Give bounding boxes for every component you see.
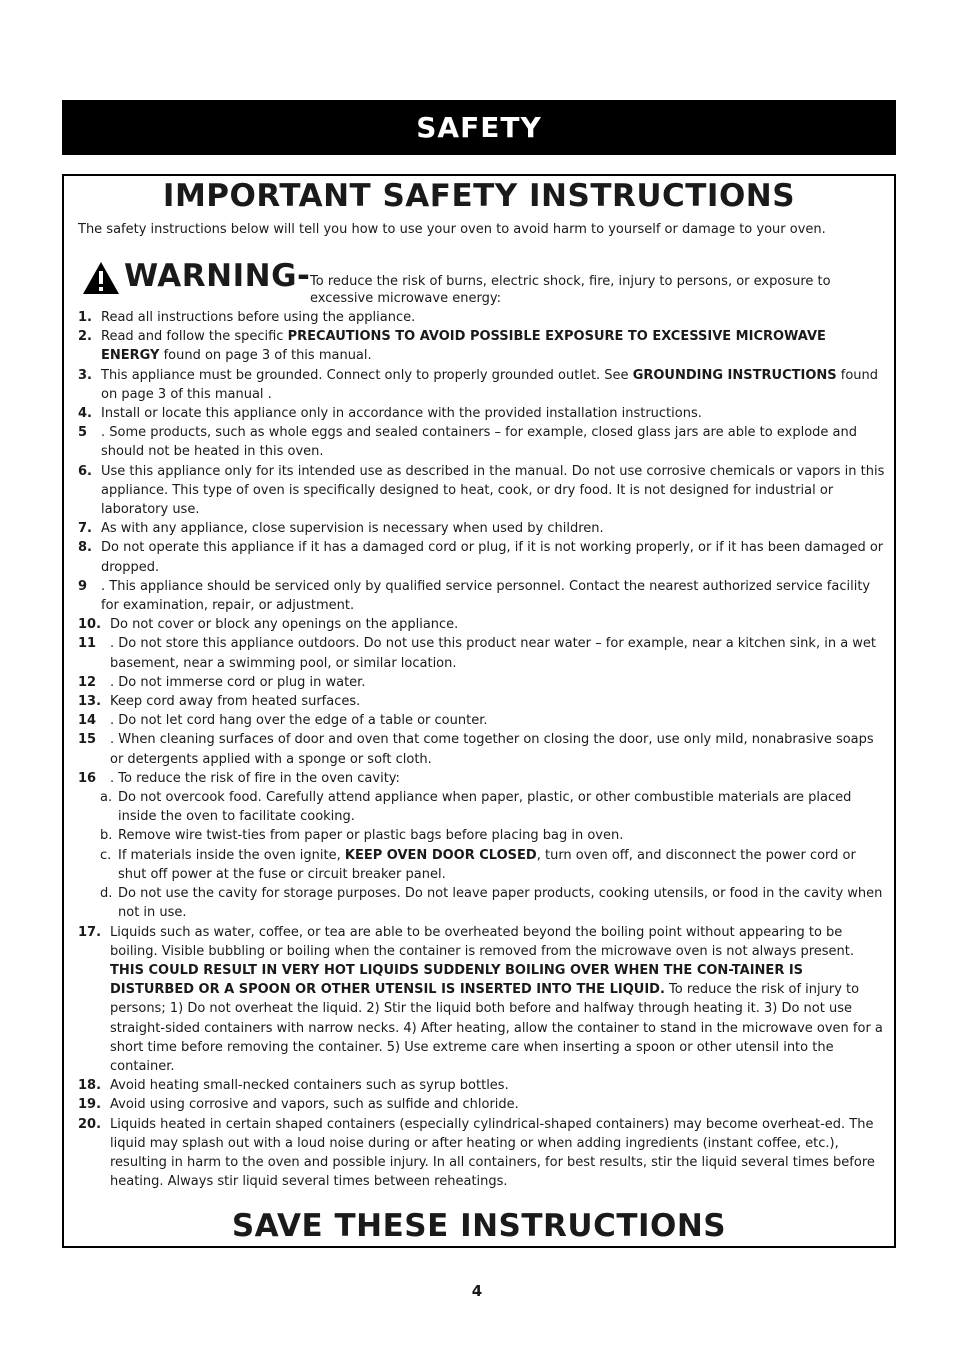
item-number: 8. (78, 540, 92, 556)
item-number: 12 (78, 674, 97, 690)
item-number: 5 (78, 425, 88, 441)
item-number: 7. (78, 521, 92, 537)
item-number: 18. (78, 1078, 102, 1094)
section-title: SAFETY (416, 111, 542, 144)
list-item (78, 366, 886, 404)
sub-list-item (78, 788, 886, 826)
item-number: 17. (78, 924, 102, 940)
item-number: 9 (78, 578, 88, 594)
warning-triangle-icon (82, 261, 120, 295)
item-text: Avoid using corrosive and vapors, such as sulfide and chloride. (110, 1097, 519, 1113)
list-item (78, 615, 886, 634)
item-text: Install or locate this appliance only in accordance with the provided installation instructions. (101, 406, 702, 422)
item-text: Liquids such as water, coffee, or tea are able to be overheated beyond the boiling point without appearing to be boiling. Visible bubbling or boiling when the container is removed from the microwave oven is not always present. THIS COULD RESULT IN VERY HOT LIQUIDS SUDDENLY BOILING OVER WHEN THE CON-TAINER IS DISTURBED OR A SPOON OR OTHER UTENSIL IS INSERTED INTO THE LIQUID. To reduce the risk of injury to persons; 1) Do not overheat the liquid. 2) Stir the liquid both before and halfway through heating it. 3) Do not use straight-sided containers with narrow necks. 4) After heating, allow the container to stand in the microwave oven for a short time before removing the container. 5) Use extreme care when inserting a spoon or other utensil into the container. (110, 924, 883, 1074)
page-title: IMPORTANT SAFETY INSTRUCTIONS (162, 178, 796, 214)
sub-item-label: a. (100, 790, 113, 806)
item-text: . Do not let cord hang over the edge of a table or counter. (110, 713, 488, 729)
list-item (78, 404, 886, 423)
item-number: 6. (78, 463, 92, 479)
item-text: . To reduce the risk of fire in the oven cavity: (110, 770, 400, 786)
sub-item-label: d. (100, 886, 113, 902)
warning-heading (124, 258, 310, 294)
section-header-bar (62, 100, 896, 155)
item-number: 2. (78, 329, 92, 345)
intro-paragraph: The safety instructions below will tell you how to use your oven to avoid harm to yourself or damage to your oven. (78, 222, 826, 237)
item-number: 4. (78, 406, 92, 422)
list-item (78, 423, 886, 461)
sub-list-item (78, 846, 886, 884)
item-text: As with any appliance, close supervision is necessary when used by children. (101, 521, 604, 537)
sub-item-text: If materials inside the oven ignite, KEEP OVEN DOOR CLOSED, turn oven off, and disconnect the power cord or shut off power at the fuse or circuit breaker panel. (118, 847, 856, 882)
item-text: Keep cord away from heated surfaces. (110, 694, 361, 710)
save-instructions-heading: SAVE THESE INSTRUCTIONS (231, 1208, 727, 1244)
item-number: 20. (78, 1116, 102, 1132)
item-number: 3. (78, 367, 92, 383)
list-item (78, 1076, 886, 1095)
list-item (78, 327, 886, 365)
item-text: . Do not immerse cord or plug in water. (110, 674, 366, 690)
item-number: 15 (78, 732, 97, 748)
list-item (78, 692, 886, 711)
item-number: 1. (78, 310, 92, 325)
list-item (78, 308, 886, 327)
item-text: Read all instructions before using the appliance. (101, 310, 416, 325)
list-item (78, 462, 886, 520)
instruction-list (78, 308, 886, 1191)
item-text: . Some products, such as whole eggs and sealed containers – for example, closed glass jars are able to explode and should not be heated in this oven. (101, 425, 857, 460)
list-item (78, 634, 886, 672)
page-number: 4 (471, 1282, 483, 1300)
sub-item-text: Remove wire twist-ties from paper or plastic bags before placing bag in oven. (118, 828, 624, 844)
warning-row (82, 259, 882, 307)
warning-word: WARNING (124, 258, 298, 294)
list-item (78, 1095, 886, 1114)
list-item (78, 769, 886, 788)
item-text: Read and follow the specific PRECAUTIONS TO AVOID POSSIBLE EXPOSURE TO EXCESSIVE MICROWAVE ENERGY found on page 3 of this manual. (101, 329, 826, 364)
list-item (78, 519, 886, 538)
warning-dash: - (297, 258, 311, 294)
item-text: Liquids heated in certain shaped containers (especially cylindrical-shaped containers) may become overheat-ed. The liquid may splash out with a loud noise during or after heating or when adding ingredients (instant coffee, etc.), resulting in harm to the oven and possible injury. In all containers, for best results, stir the liquid several times before heating. Always stir liquid several times between reheatings. (110, 1116, 875, 1190)
list-item (78, 711, 886, 730)
sub-item-label: c. (100, 847, 112, 863)
list-item (78, 923, 886, 1077)
list-item (78, 730, 886, 768)
item-number: 11 (78, 636, 97, 652)
item-number: 19. (78, 1097, 102, 1113)
item-text: Use this appliance only for its intended use as described in the manual. Do not use corrosive chemicals or vapors in this appliance. This type of oven is specifically designed to heat, cook, or dry food. It is not designed for industrial or laboratory use. (101, 463, 885, 518)
item-text: . This appliance should be serviced only by qualified service personnel. Contact the nearest authorized service facility for examination, repair, or adjustment. (101, 578, 871, 614)
sub-list-item (78, 884, 886, 922)
list-item (78, 538, 886, 576)
sub-item-label: b. (100, 828, 113, 844)
warning-text: To reduce the risk of burns, electric shock, fire, injury to persons, or exposure to excessive microwave energy: (310, 274, 831, 306)
item-number: 16 (78, 770, 97, 786)
item-text: . When cleaning surfaces of door and oven that come together on closing the door, use only mild, nonabrasive soaps or detergents applied with a sponge or soft cloth. (110, 732, 874, 767)
sub-list-item (78, 826, 886, 845)
safety-instructions-box (62, 174, 896, 1248)
item-text: . Do not store this appliance outdoors. Do not use this product near water – for example, near a kitchen sink, in a wet basement, near a swimming pool, or similar location. (110, 636, 877, 671)
list-item (78, 673, 886, 692)
list-item (78, 577, 886, 615)
item-number: 10. (78, 617, 102, 633)
sub-item-text: Do not overcook food. Carefully attend appliance when paper, plastic, or other combustible materials are placed inside the oven to facilitate cooking. (118, 790, 852, 825)
item-text: Do not cover or block any openings on the appliance. (110, 617, 459, 633)
sub-item-text: Do not use the cavity for storage purposes. Do not leave paper products, cooking utensils, or food in the cavity when not in use. (118, 886, 883, 921)
item-text: Avoid heating small-necked containers such as syrup bottles. (110, 1078, 509, 1094)
item-number: 13. (78, 694, 102, 710)
item-number: 14 (78, 713, 97, 729)
list-item (78, 1115, 886, 1192)
item-text: This appliance must be grounded. Connect only to properly grounded outlet. See GROUNDING INSTRUCTIONS found on page 3 of this manual . (101, 367, 879, 402)
item-text: Do not operate this appliance if it has a damaged cord or plug, if it is not working properly, or if it has been damaged or dropped. (101, 540, 884, 575)
